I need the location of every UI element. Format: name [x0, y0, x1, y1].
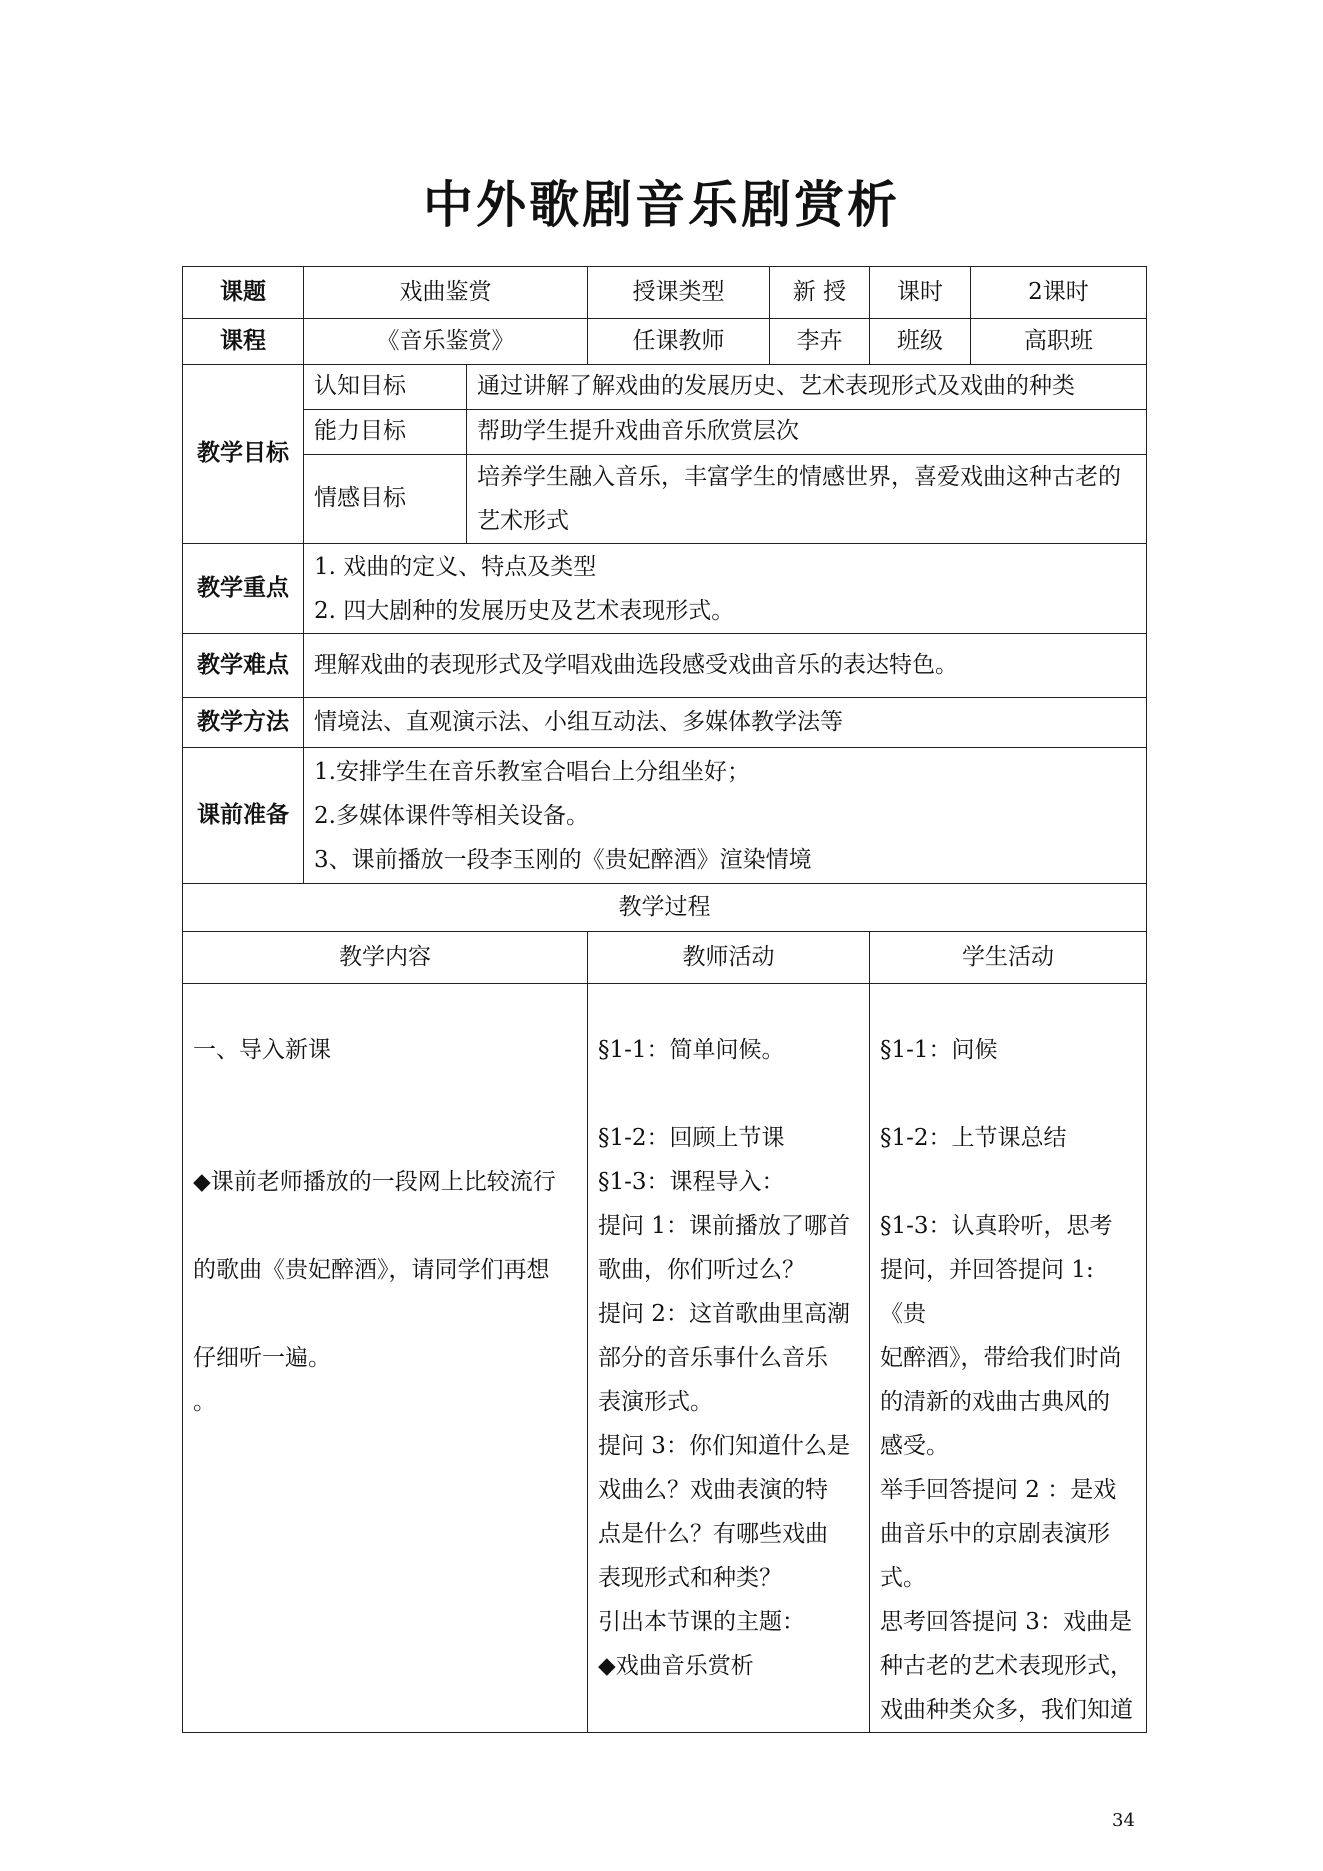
- student-line: 妃醉酒》，带给我们时尚: [880, 1345, 1122, 1371]
- teacher-line: 引出本节课的主题：: [598, 1609, 805, 1635]
- teacher-line: [598, 984, 859, 1028]
- column-header-student: 学生活动: [870, 932, 1147, 984]
- student-line: 式。: [880, 1565, 926, 1591]
- content-line: 。: [193, 1389, 216, 1415]
- label-class: 班级: [870, 319, 971, 365]
- teacher-activity-cell: [588, 984, 870, 1733]
- value-class: 高职班: [971, 319, 1147, 365]
- content-line: [193, 1116, 577, 1160]
- preparation-content: [304, 748, 1147, 884]
- lesson-plan-table: [182, 266, 1147, 1733]
- student-line: [880, 1072, 1136, 1116]
- key-points-content: [304, 544, 1147, 634]
- student-line: §1-3：认真聆听，思考: [880, 1213, 1113, 1239]
- process-heading: 教学过程: [183, 884, 1147, 932]
- teacher-line: §1-3：课程导入：: [598, 1169, 785, 1195]
- value-teacher: 李卉: [770, 319, 870, 365]
- teacher-line: 提问 1：课前播放了哪首: [598, 1213, 850, 1239]
- student-line: §1-1：问候: [880, 1037, 998, 1063]
- objective-row-ability: [183, 410, 1147, 455]
- student-line: [880, 984, 1136, 1028]
- methods-text: 情境法、直观演示法、小组互动法、多媒体教学法等: [304, 698, 1147, 748]
- difficulty-text: 理解戏曲的表现形式及学唱戏曲选段感受戏曲音乐的表达特色。: [304, 634, 1147, 698]
- objectives-label: 教学目标: [183, 365, 304, 544]
- student-line: §1-2：上节课总结: [880, 1125, 1067, 1151]
- preparation-item: 2.多媒体课件等相关设备。: [314, 802, 589, 829]
- column-header-content: 教学内容: [183, 932, 588, 984]
- objective-text-cognitive: 通过讲解了解戏曲的发展历史、艺术表现形式及戏曲的种类: [467, 365, 1147, 410]
- objective-row-cognitive: [183, 365, 1147, 410]
- value-subject: 戏曲鉴赏: [304, 267, 588, 319]
- difficulty-row: [183, 634, 1147, 698]
- student-line: 的清新的戏曲古典风的: [880, 1389, 1110, 1415]
- content-cell: [183, 984, 588, 1733]
- label-teacher: 任课教师: [588, 319, 770, 365]
- objective-text-ability: 帮助学生提升戏曲音乐欣赏层次: [467, 410, 1147, 455]
- objective-label-emotional: 情感目标: [304, 455, 467, 544]
- methods-row: [183, 698, 1147, 748]
- student-line: 提问，并回答提问 1:《贵: [880, 1257, 1094, 1327]
- preparation-item: 3、课前播放一段李玉刚的《贵妃醉酒》渲染情境: [314, 846, 812, 873]
- process-row-intro: [183, 984, 1147, 1733]
- student-line: 举手回答提问 2 ：是戏: [880, 1477, 1117, 1503]
- key-points-label: 教学重点: [183, 544, 304, 634]
- document-title: 中外歌剧音乐剧赏析: [423, 176, 900, 234]
- process-columns-row: [183, 932, 1147, 984]
- student-line: 种古老的艺术表现形式，: [880, 1653, 1133, 1679]
- student-line: 曲音乐中的京剧表演形: [880, 1521, 1110, 1547]
- teacher-line: 提问 3：你们知道什么是: [598, 1433, 850, 1459]
- teacher-line: 点是什么？有哪些戏曲: [598, 1521, 828, 1547]
- objective-row-emotional: [183, 455, 1147, 544]
- objective-label-cognitive: 认知目标: [304, 365, 467, 410]
- student-line: 思考回答提问 3：戏曲是: [880, 1609, 1132, 1635]
- content-line: 的歌曲《贵妃醉酒》，请同学们再想: [193, 1257, 550, 1283]
- teacher-line: 歌曲，你们听过么？: [598, 1257, 805, 1283]
- student-activity-cell: [870, 984, 1147, 1733]
- student-line: 感受。: [880, 1433, 949, 1459]
- key-points-row: [183, 544, 1147, 634]
- page-number: 34: [1112, 1810, 1135, 1831]
- process-heading-row: [183, 884, 1147, 932]
- student-line: 戏曲种类众多，我们知道: [880, 1697, 1133, 1723]
- difficulty-label: 教学难点: [183, 634, 304, 698]
- content-line: 仔细听一遍。: [193, 1345, 331, 1371]
- objective-label-ability: 能力目标: [304, 410, 467, 455]
- column-header-teacher: 教师活动: [588, 932, 870, 984]
- key-point-item: 2. 四大剧种的发展历史及艺术表现形式。: [314, 597, 735, 624]
- value-hours: 2课时: [971, 267, 1147, 319]
- content-line: ◆课前老师播放的一段网上比较流行: [193, 1169, 556, 1195]
- preparation-row: [183, 748, 1147, 884]
- preparation-label: 课前准备: [183, 748, 304, 884]
- label-lesson-type: 授课类型: [588, 267, 770, 319]
- content-line: [193, 984, 577, 1028]
- value-lesson-type: 新 授: [770, 267, 870, 319]
- label-course: 课程: [183, 319, 304, 365]
- teacher-line: §1-1：简单问候。: [598, 1037, 785, 1063]
- preparation-item: 1.安排学生在音乐教室合唱台上分组坐好；: [314, 758, 750, 785]
- student-line: [880, 1160, 1136, 1204]
- teacher-line: 提问 2：这首歌曲里高潮: [598, 1301, 850, 1327]
- teacher-line: §1-2：回顾上节课: [598, 1125, 785, 1151]
- key-point-item: 1. 戏曲的定义、特点及类型: [314, 553, 597, 580]
- methods-label: 教学方法: [183, 698, 304, 748]
- teacher-line: 部分的音乐事什么音乐: [598, 1345, 828, 1371]
- teacher-line: [598, 1072, 859, 1116]
- label-hours: 课时: [870, 267, 971, 319]
- value-course: 《音乐鉴赏》: [304, 319, 588, 365]
- content-line: [193, 1292, 577, 1336]
- objective-text-emotional: 培养学生融入音乐，丰富学生的情感世界，喜爱戏曲这种古老的艺术形式: [467, 455, 1147, 544]
- teacher-line: ◆戏曲音乐赏析: [598, 1653, 754, 1679]
- teacher-line: 表现形式和种类？: [598, 1565, 782, 1591]
- label-subject: 课题: [183, 267, 304, 319]
- teacher-line: 戏曲么？戏曲表演的特: [598, 1477, 828, 1503]
- info-row-1: [183, 267, 1147, 319]
- content-line: 一、导入新课: [193, 1037, 331, 1063]
- content-line: [193, 1204, 577, 1248]
- info-row-2: [183, 319, 1147, 365]
- teacher-line: 表演形式。: [598, 1389, 713, 1415]
- content-line: [193, 1072, 577, 1116]
